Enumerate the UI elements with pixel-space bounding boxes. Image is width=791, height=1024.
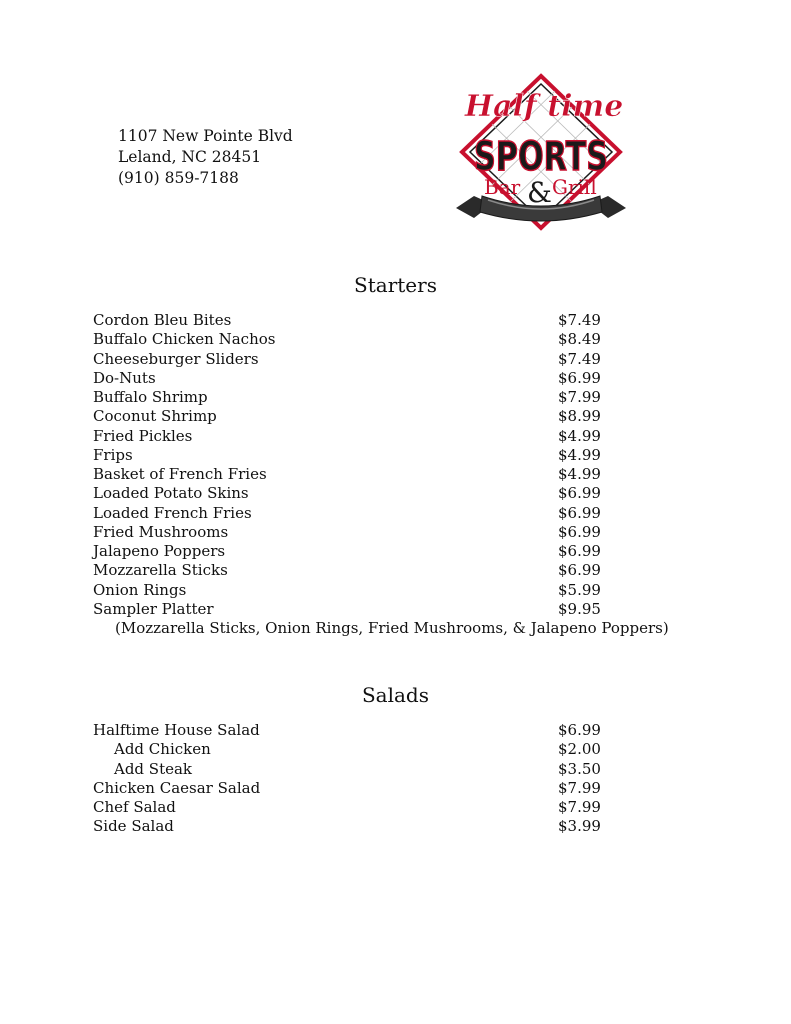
logo-main-text: SPORTS [474,134,608,180]
item-price: $3.50 [558,759,601,778]
list-item [93,504,613,523]
section-title-starters: Starters [354,273,437,297]
logo-script-text: Half time [464,89,624,124]
item-price: $6.99 [558,484,601,503]
item-name: Add Chicken [114,740,211,759]
item-price: $7.99 [558,798,601,816]
item-price: $6.99 [558,721,601,739]
list-item [93,446,613,465]
address-block [118,126,293,189]
halftime-sports-logo [452,70,630,230]
phone-number: (910) 859-7188 [118,169,239,187]
item-name: Halftime House Salad [93,721,260,739]
item-price: $4.99 [558,445,601,464]
logo-bar-text: Bar [484,175,521,199]
item-price: $8.49 [558,330,601,349]
list-item [93,407,613,426]
section-title-salads: Salads [361,683,429,707]
item-price: $6.99 [558,503,601,522]
item-name: Loaded Potato Skins [93,484,249,503]
logo-amp-text: & [527,176,552,209]
item-name: Jalapeno Poppers [93,542,226,560]
item-price: $6.99 [558,542,601,560]
item-price: $6.99 [558,561,601,580]
item-price: $3.99 [558,817,601,836]
list-item [93,779,613,798]
item-price: $4.99 [558,426,601,445]
item-price: $9.95 [558,599,601,618]
sampler-note: (Mozzarella Sticks, Onion Rings, Fried Mushrooms, & Jalapeno Poppers) [115,619,669,637]
list-item [93,369,613,388]
item-name: Mozzarella Sticks [93,561,228,580]
street-address: 1107 New Pointe Blvd [118,127,293,145]
item-name: Onion Rings [93,580,187,599]
logo-grill-text: Grill [552,175,597,199]
item-price: $7.49 [558,349,601,368]
item-name: Buffalo Chicken Nachos [93,330,276,349]
city-state-zip: Leland, NC 28451 [118,148,262,166]
list-item [93,350,613,369]
salads-list [93,721,613,837]
item-name: Fried Mushrooms [93,522,229,541]
list-item [93,721,613,740]
list-item [93,600,613,619]
item-name: Side Salad [93,817,174,836]
item-name: Chef Salad [93,798,176,816]
list-item [93,311,613,330]
list-item [93,484,613,503]
list-item [93,523,613,542]
item-price: $7.99 [558,778,601,797]
list-item [93,760,613,779]
list-item [93,817,613,836]
item-name: Basket of French Fries [93,465,267,483]
item-price: $4.99 [558,465,601,483]
item-name: Buffalo Shrimp [93,388,208,406]
item-price: $6.99 [558,522,601,541]
item-name: Frips [93,445,133,464]
list-item [93,561,613,580]
list-item [93,798,613,817]
list-item [93,427,613,446]
item-price: $7.49 [558,311,601,329]
list-item [93,740,613,759]
list-item [93,330,613,349]
item-name: Do-Nuts [93,368,156,387]
item-name: Fried Pickles [93,426,193,445]
list-item [93,388,613,407]
starters-list [93,311,669,638]
item-price: $8.99 [558,407,601,426]
item-name: Cheeseburger Sliders [93,349,259,368]
item-name: Sampler Platter [93,599,214,618]
item-price: $7.99 [558,388,601,406]
list-item [93,542,613,561]
item-name: Chicken Caesar Salad [93,778,261,797]
item-name: Coconut Shrimp [93,407,217,426]
item-name: Add Steak [114,759,193,778]
list-item [93,581,613,600]
item-price: $5.99 [558,580,601,599]
item-name: Cordon Bleu Bites [93,311,232,329]
item-price: $2.00 [558,740,601,759]
list-item [93,465,613,484]
item-price: $6.99 [558,368,601,387]
item-name: Loaded French Fries [93,503,252,522]
